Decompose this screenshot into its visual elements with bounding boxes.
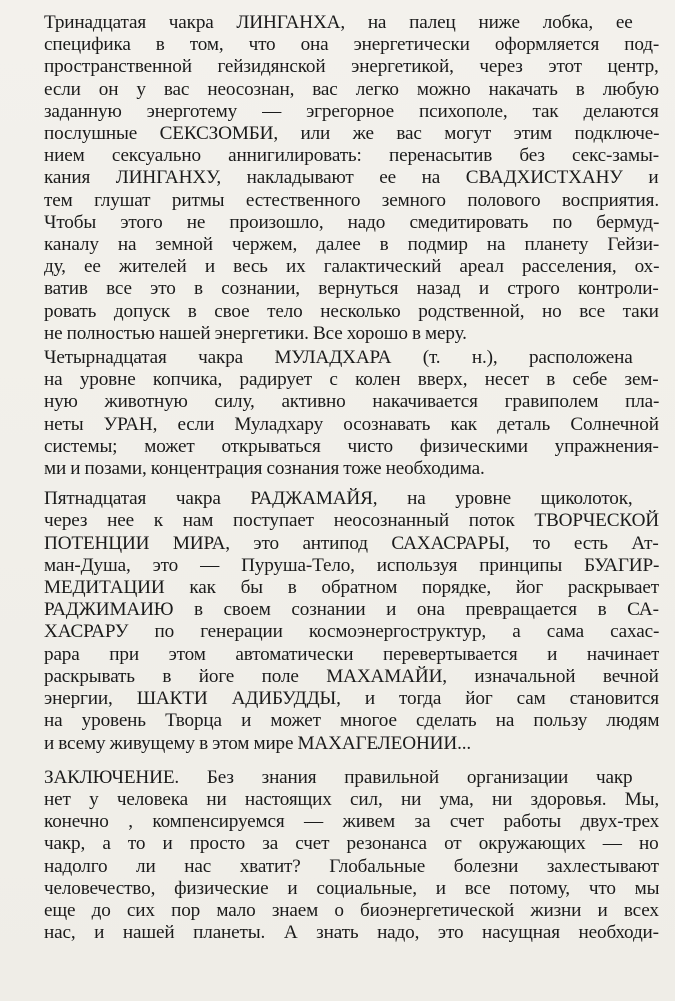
text-line: кания ЛИНГАНХУ, накладывают ее на СВАДХИСТХАНУ и	[44, 167, 659, 189]
text-line: ду, ее жителей и весь их галактический ареал расселения, ох-	[44, 256, 659, 278]
text-line: рара при этом автоматически перевертывается и начинает	[44, 643, 659, 665]
paragraph-conclusion	[18, 767, 659, 945]
text-line: заданную энерготему — эгрегорное психополе, так делаются	[44, 100, 659, 122]
text-line: не полностью нашей энергетики. Все хорошо в меру.	[44, 322, 467, 344]
text-line: тем глушат ритмы естественного земного полового восприятия.	[44, 189, 659, 211]
paragraph-radzhamaya	[18, 488, 659, 754]
text-line: через нее к нам поступает неосознанный поток ТВОРЧЕСКОЙ	[44, 510, 659, 532]
text-line: МЕДИТАЦИИ как бы в обратном порядке, йог раскрывает	[44, 577, 659, 599]
text-line: энергии, ШАКТИ АДИБУДДЫ, и тогда йог сам становится	[44, 688, 659, 710]
text-line: неты УРАН, если Муладхару осознавать как деталь Солнечной	[44, 413, 659, 435]
text-line: ровать допуск в свое тело несколько родственной, но все таки	[44, 300, 659, 322]
text-line: ПОТЕНЦИИ МИРА, это антипод САХАСРАРЫ, то есть Ат-	[44, 532, 659, 554]
text-line: и всему живущему в этом мире МАХАГЕЛЕОНИИ...	[44, 732, 472, 754]
text-line: если он у вас неосознан, вас легко можно накачать в любую	[44, 78, 659, 100]
text-line: Пятнадцатая чакра РАДЖАМАЙЯ, на уровне щиколоток,	[44, 488, 633, 510]
text-line: ную животную силу, активно накачивается гравиполем пла-	[44, 391, 659, 413]
text-line: ми и позами, концентрация сознания тоже необходима.	[44, 458, 485, 480]
text-line: на уровень Творца и может многое сделать на пользу людям	[44, 710, 659, 732]
text-line: надолго ли нас хватит? Глобальные болезни захлестывают	[44, 855, 659, 877]
text-line: чакр, а то и просто за счет резонанса от окружающих — но	[44, 833, 659, 855]
text-line: пространственной гейзидянской энергетикой, через этот центр,	[44, 56, 659, 78]
text-line: каналу на земной чержем, далее в подмир на планету Гейзи-	[44, 234, 659, 256]
text-line: послушные СЕКСЗОМБИ, или же вас могут этим подключе-	[44, 123, 659, 145]
text-line: РАДЖИМАИЮ в своем сознании и она превращается в СА-	[44, 599, 659, 621]
text-line: человечество, физические и социальные, и все потому, что мы	[44, 877, 659, 899]
text-line: раскрывать в йоге поле МАХАМАЙИ, изначальной вечной	[44, 665, 659, 687]
text-line: нет у человека ни настоящих сил, ни ума, ни здоровья. Мы,	[44, 788, 659, 810]
text-line: Чтобы этого не произошло, надо смедитировать по бермуд-	[44, 211, 659, 233]
text-line: еще до сих пор мало знаем о биоэнергетической жизни и всех	[44, 899, 659, 921]
text-line: нием сексуально аннигилировать: перенасытив без секс-замы-	[44, 145, 659, 167]
text-line: нас, и нашей планеты. А знать надо, это насущная необходи-	[44, 922, 659, 944]
text-line: системы; может открываться чисто физическими упражнения-	[44, 435, 659, 457]
text-line: Тринадцатая чакра ЛИНГАНХА, на палец ниже лобка, ее	[44, 12, 633, 33]
text-line: конечно , компенсируемся — живем за счет работы двух-трех	[44, 811, 659, 833]
paragraph-lingankha	[18, 12, 659, 345]
text-line: ман-Душа, это — Пуруша-Тело, используя принципы БУАГИР-	[44, 554, 659, 576]
text-line: ХАСРАРУ по генерации космоэнергоструктур, а сама сахас-	[44, 621, 659, 643]
text-line: специфика в том, что она энергетически оформляется под-	[44, 34, 659, 56]
text-line: на уровне копчика, радирует с колен вверх, несет в себе зем-	[44, 369, 659, 391]
text-line: ватив все это в сознании, вернуться назад и строго контроли-	[44, 278, 659, 300]
text-line: ЗАКЛЮЧЕНИЕ. Без знания правильной организации чакр	[44, 766, 633, 788]
text-line: Четырнадцатая чакра МУЛАДХАРА (т. н.), расположена	[44, 347, 633, 369]
paragraph-muladhara	[18, 347, 659, 480]
